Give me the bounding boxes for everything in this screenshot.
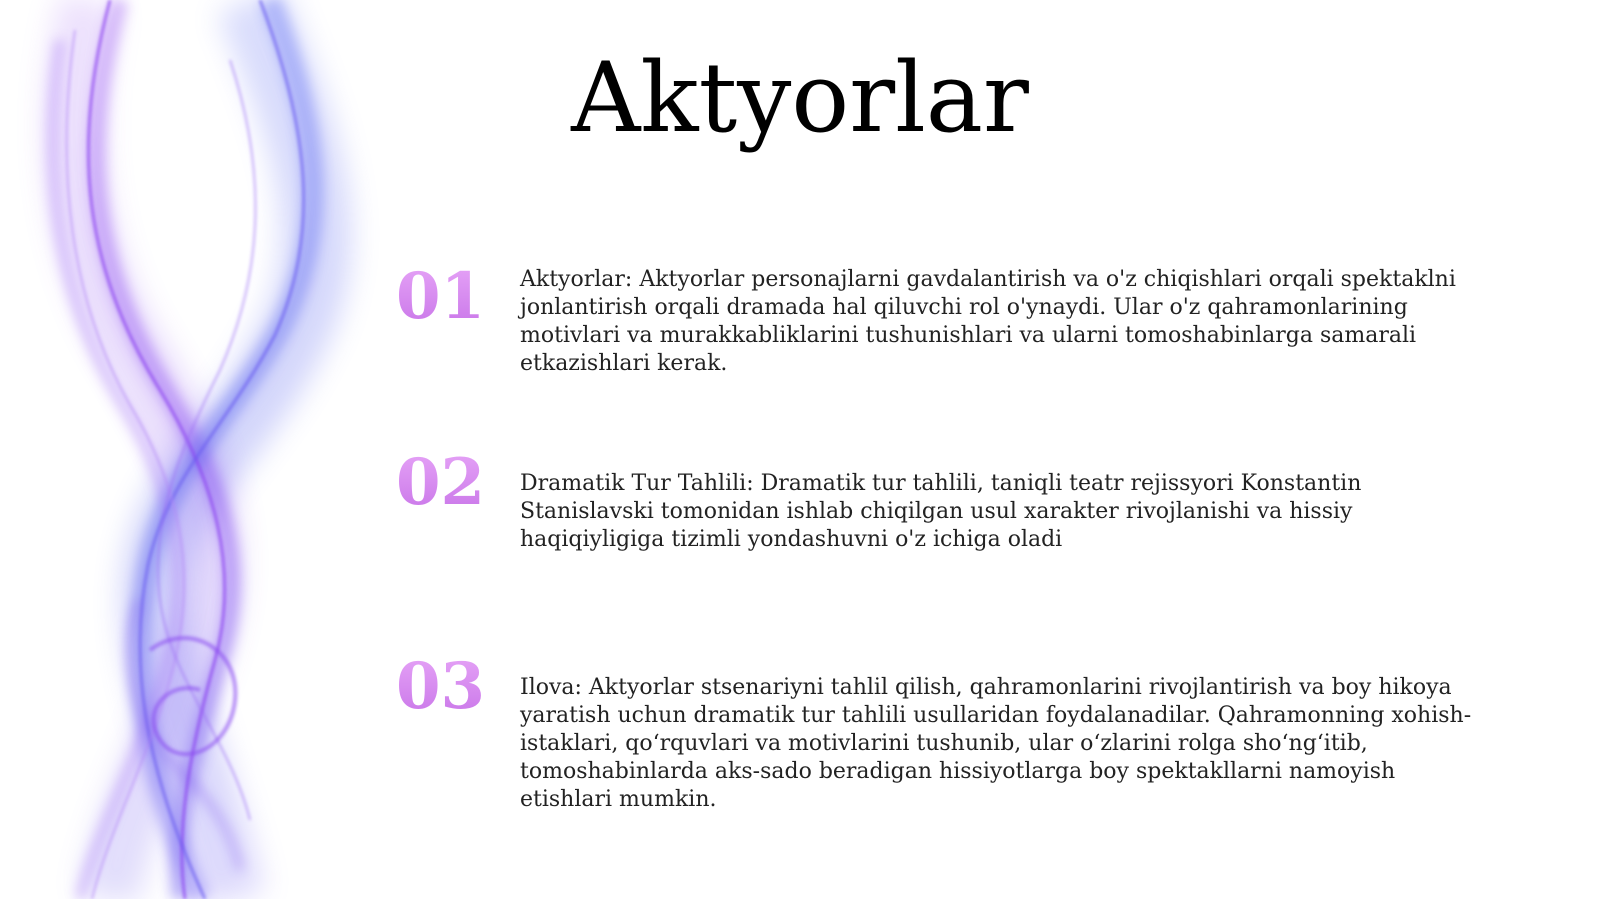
- item-number: 02: [396, 448, 506, 518]
- item-text: Dramatik Tur Tahlili: Dramatik tur tahlili, taniqli teatr rejissyori Konstantin Stanislavski tomonidan ishlab chiqilgan usul xarakter rivojlanishi va hissiy haqiqiyligiga tizimli yondashuvni o'z ichiga oladi: [520, 471, 1362, 552]
- item-text: Aktyorlar: Aktyorlar personajlarni gavdalantirish va o'z chiqishlari orqali spektaklni jonlantirish orqali dramada hal qiluvchi rol o'ynaydi. Ular o'z qahramonlarining motivlari va murakkabliklarini tushunishlari va ularni tomoshabinlarga samarali etkazishlari kerak.: [520, 267, 1456, 376]
- slide-title: Aktyorlar: [571, 42, 1029, 154]
- item-number: 01: [396, 262, 506, 332]
- item-text: Ilova: Aktyorlar stsenariyni tahlil qilish, qahramonlarini rivojlantirish va boy hikoya yaratish uchun dramatik tur tahlili usullaridan foydalanadilar. Qahramonning xohish-istaklari, qo‘rquvlari va motivlarini tushunib, ular o‘zlarini rolga sho‘ng‘itib, tomoshabinlarda aks-sado beradigan hissiyotlarga boy spektakllarni namoyish etishlari mumkin.: [520, 675, 1472, 812]
- item-number: 03: [396, 652, 506, 722]
